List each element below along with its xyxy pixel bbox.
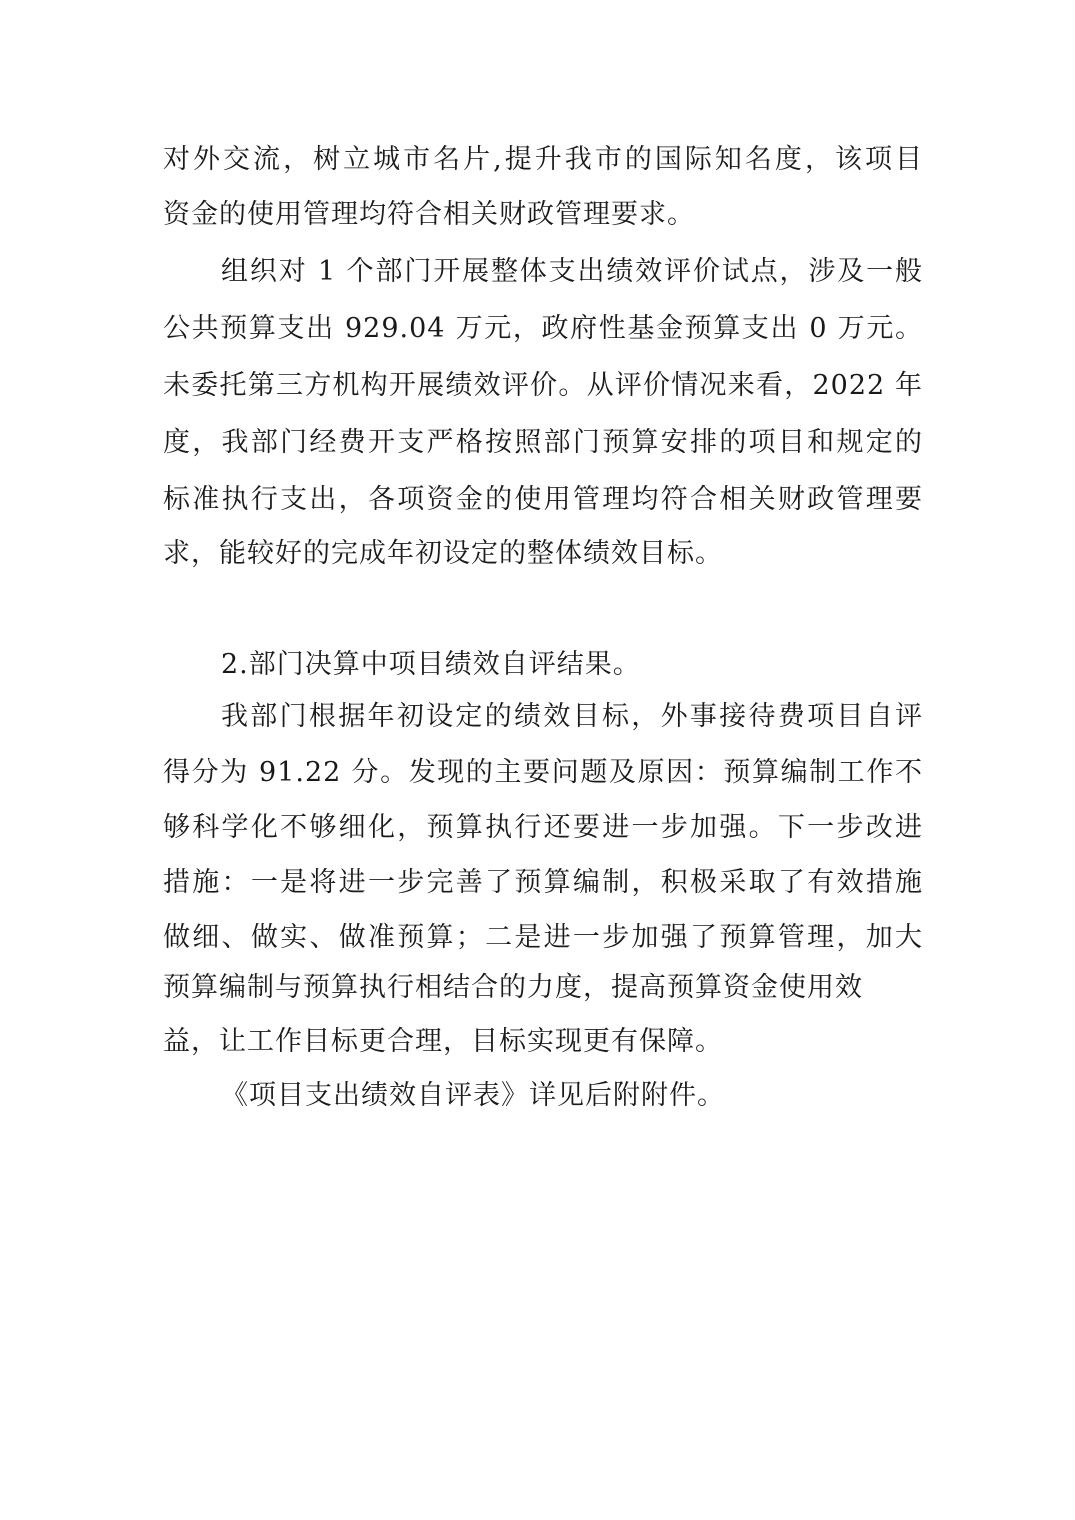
paragraph-2-line-5: 标准执行支出，各项资金的使用管理均符合相关财政管理要 [163, 484, 923, 515]
paragraph-2-line-3: 未委托第三方机构开展绩效评价。从评价情况来看，2022 年 [163, 370, 923, 401]
paragraph-2-line-6: 求，能较好的完成年初设定的整体绩效目标。 [163, 538, 723, 569]
section-heading: 2.部门决算中项目绩效自评结果。 [221, 649, 641, 680]
paragraph-4-line-7: 益，让工作目标更合理，目标实现更有保障。 [163, 1026, 723, 1057]
paragraph-4-line-3: 够科学化不够细化，预算执行还要进一步加强。下一步改进 [163, 812, 923, 843]
paragraph-1-line-1: 对外交流，树立城市名片,提升我市的国际知名度，该项目 [163, 144, 923, 175]
paragraph-4-line-4: 措施：一是将进一步完善了预算编制，积极采取了有效措施 [163, 867, 923, 898]
paragraph-4-line-5: 做细、做实、做准预算；二是进一步加强了预算管理，加大 [163, 922, 923, 953]
paragraph-4-line-6: 预算编制与预算执行相结合的力度，提高预算资金使用效 [163, 972, 863, 1003]
paragraph-4-line-1: 我部门根据年初设定的绩效目标，外事接待费项目自评 [221, 701, 923, 732]
paragraph-2-line-4: 度，我部门经费开支严格按照部门预算安排的项目和规定的 [163, 427, 923, 458]
paragraph-1-line-2: 资金的使用管理均符合相关财政管理要求。 [163, 199, 695, 230]
paragraph-4-line-2: 得分为 91.22 分。发现的主要问题及原因：预算编制工作不 [163, 757, 923, 788]
paragraph-2-line-2: 公共预算支出 929.04 万元，政府性基金预算支出 0 万元。 [163, 313, 923, 344]
paragraph-5-line-1: 《项目支出绩效自评表》详见后附附件。 [221, 1080, 725, 1111]
paragraph-2-line-1: 组织对 1 个部门开展整体支出绩效评价试点，涉及一般 [221, 256, 923, 287]
